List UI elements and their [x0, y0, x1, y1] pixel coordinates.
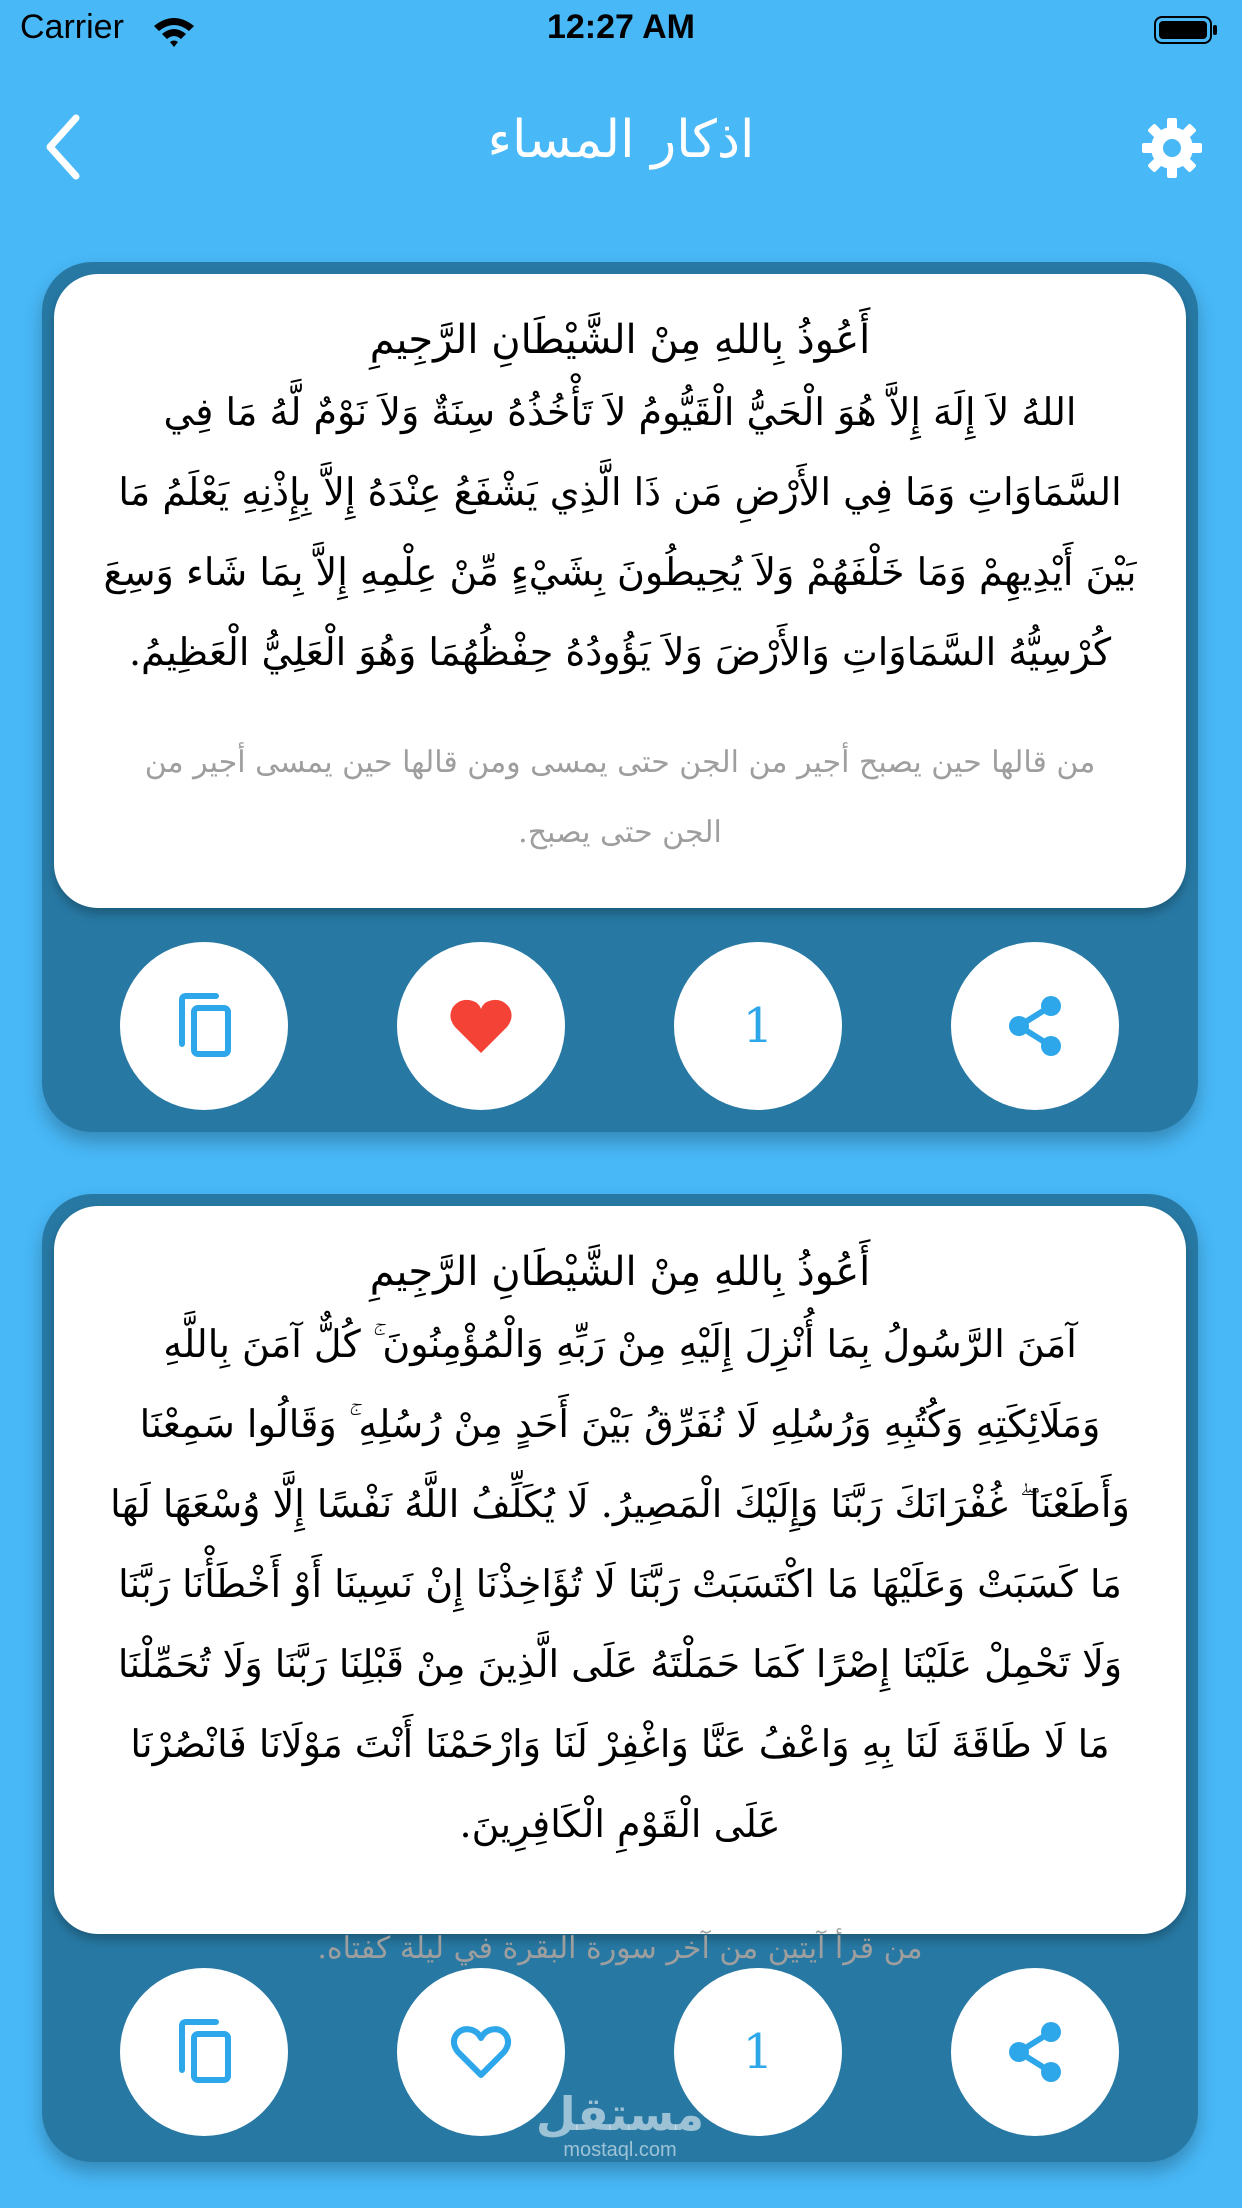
favorite-button[interactable] — [397, 942, 565, 1110]
dhikr-text-panel — [54, 1206, 1186, 1966]
copy-icon — [172, 2018, 236, 2086]
copy-button[interactable] — [120, 942, 288, 1110]
dhikr-virtue-note: من قرأ آيتين من آخر سورة البقرة في ليلة كفتاه. — [317, 1931, 923, 1966]
nav-bar — [0, 90, 1242, 200]
watermark-arabic: مستقل — [535, 2087, 705, 2141]
dhikr-virtue-note: من قالها حين يصبح أجير من الجن حتى يمسى ومن قالها حين يمسى أجير من الجن حتى يصبح. — [144, 745, 1096, 850]
share-button[interactable] — [951, 942, 1119, 1110]
copy-icon — [172, 992, 236, 1060]
repeat-count: 1 — [742, 998, 774, 1054]
counter-button[interactable] — [674, 942, 842, 1110]
carrier-label: Carrier — [20, 8, 124, 46]
dhikr-text: آمَنَ الرَّسُولُ بِمَا أُنْزِلَ إِلَيْهِ مِنْ رَبِّهِ وَالْمُؤْمِنُونَ ۚ كُلٌّ آمَنَ بِاللَّهِ وَمَلَائِكَتِهِ وَكُتُبِهِ وَرُسُلِهِ لَا نُفَرِّقُ بَيْنَ أَحَدٍ مِنْ رُسُلِهِ ۚ وَقَالُوا سَمِعْنَا وَأَطَعْنَا ۖ غُفْرَانَكَ رَبَّنَا وَإِلَيْكَ الْمَصِيرُ. لَا يُكَلِّفُ اللَّهُ نَفْسًا إِلَّا وُسْعَهَا لَهَا مَا كَسَبَتْ وَعَلَيْهَا مَا اكْتَسَبَتْ رَبَّنَا لَا تُؤَاخِذْنَا إِنْ نَسِينَا أَوْ أَخْطَأْنَا رَبَّنَا وَلَا تَحْمِلْ عَلَيْنَا إِصْرًا كَمَا حَمَلْتَهُ عَلَى الَّذِينَ مِنْ قَبْلِنَا رَبَّنَا وَلَا تُحَمِّلْنَا مَا لَا طَاقَةَ لَنَا بِهِ وَاعْفُ عَنَّا وَاغْفِرْ لَنَا وَارْحَمْنَا أَنْتَ مَوْلَانَا فَانْصُرْنَا عَلَى الْقَوْمِ الْكَافِرِينَ. — [110, 1322, 1130, 1846]
copy-button[interactable] — [120, 1968, 288, 2136]
repeat-count: 1 — [742, 2024, 774, 2080]
watermark-latin: mostaql.com — [563, 2139, 677, 2161]
share-icon — [1005, 994, 1065, 1058]
heart-outline-icon — [449, 2023, 513, 2081]
share-icon — [1005, 2020, 1065, 2084]
dhikr-text: اللهُ لاَ إِلَهَ إِلاَّ هُوَ الْحَيُّ الْقَيُّومُ لاَ تَأْخُذُهُ سِنَةٌ وَلاَ نَوْمٌ لَّهُ مَا فِي السَّمَاوَاتِ وَمَا فِي الأَرْضِ مَن ذَا الَّذِي يَشْفَعُ عِنْدَهُ إِلاَّ بِإِذْنِهِ يَعْلَمُ مَا بَيْنَ أَيْدِيهِمْ وَمَا خَلْفَهُمْ وَلاَ يُحِيطُونَ بِشَيْءٍ مِّنْ عِلْمِهِ إِلاَّ بِمَا شَاء وَسِعَ كُرْسِيُّهُ السَّمَاوَاتِ وَالأَرْضَ وَلاَ يَؤُودُهُ حِفْظُهُمَا وَهُوَ الْعَلِيُّ الْعَظِيمُ. — [103, 390, 1137, 674]
gear-icon[interactable] — [1140, 116, 1204, 180]
dhikr-header: أَعُوذُ بِاللهِ مِنْ الشَّيْطَانِ الرَّجِيمِ — [369, 1249, 871, 1295]
watermark — [520, 2087, 720, 2168]
share-button[interactable] — [951, 1968, 1119, 2136]
status-bar — [0, 0, 1242, 62]
dhikr-header: أَعُوذُ بِاللهِ مِنْ الشَّيْطَانِ الرَّجِيمِ — [369, 317, 871, 363]
clock: 12:27 AM — [546, 8, 696, 46]
page-title: اذكار المساء — [487, 110, 755, 170]
battery-icon — [1154, 16, 1218, 44]
heart-icon — [449, 997, 513, 1055]
dhikr-card — [42, 262, 1198, 1132]
dhikr-text-panel — [54, 274, 1186, 908]
dhikr-card — [42, 1194, 1198, 2162]
